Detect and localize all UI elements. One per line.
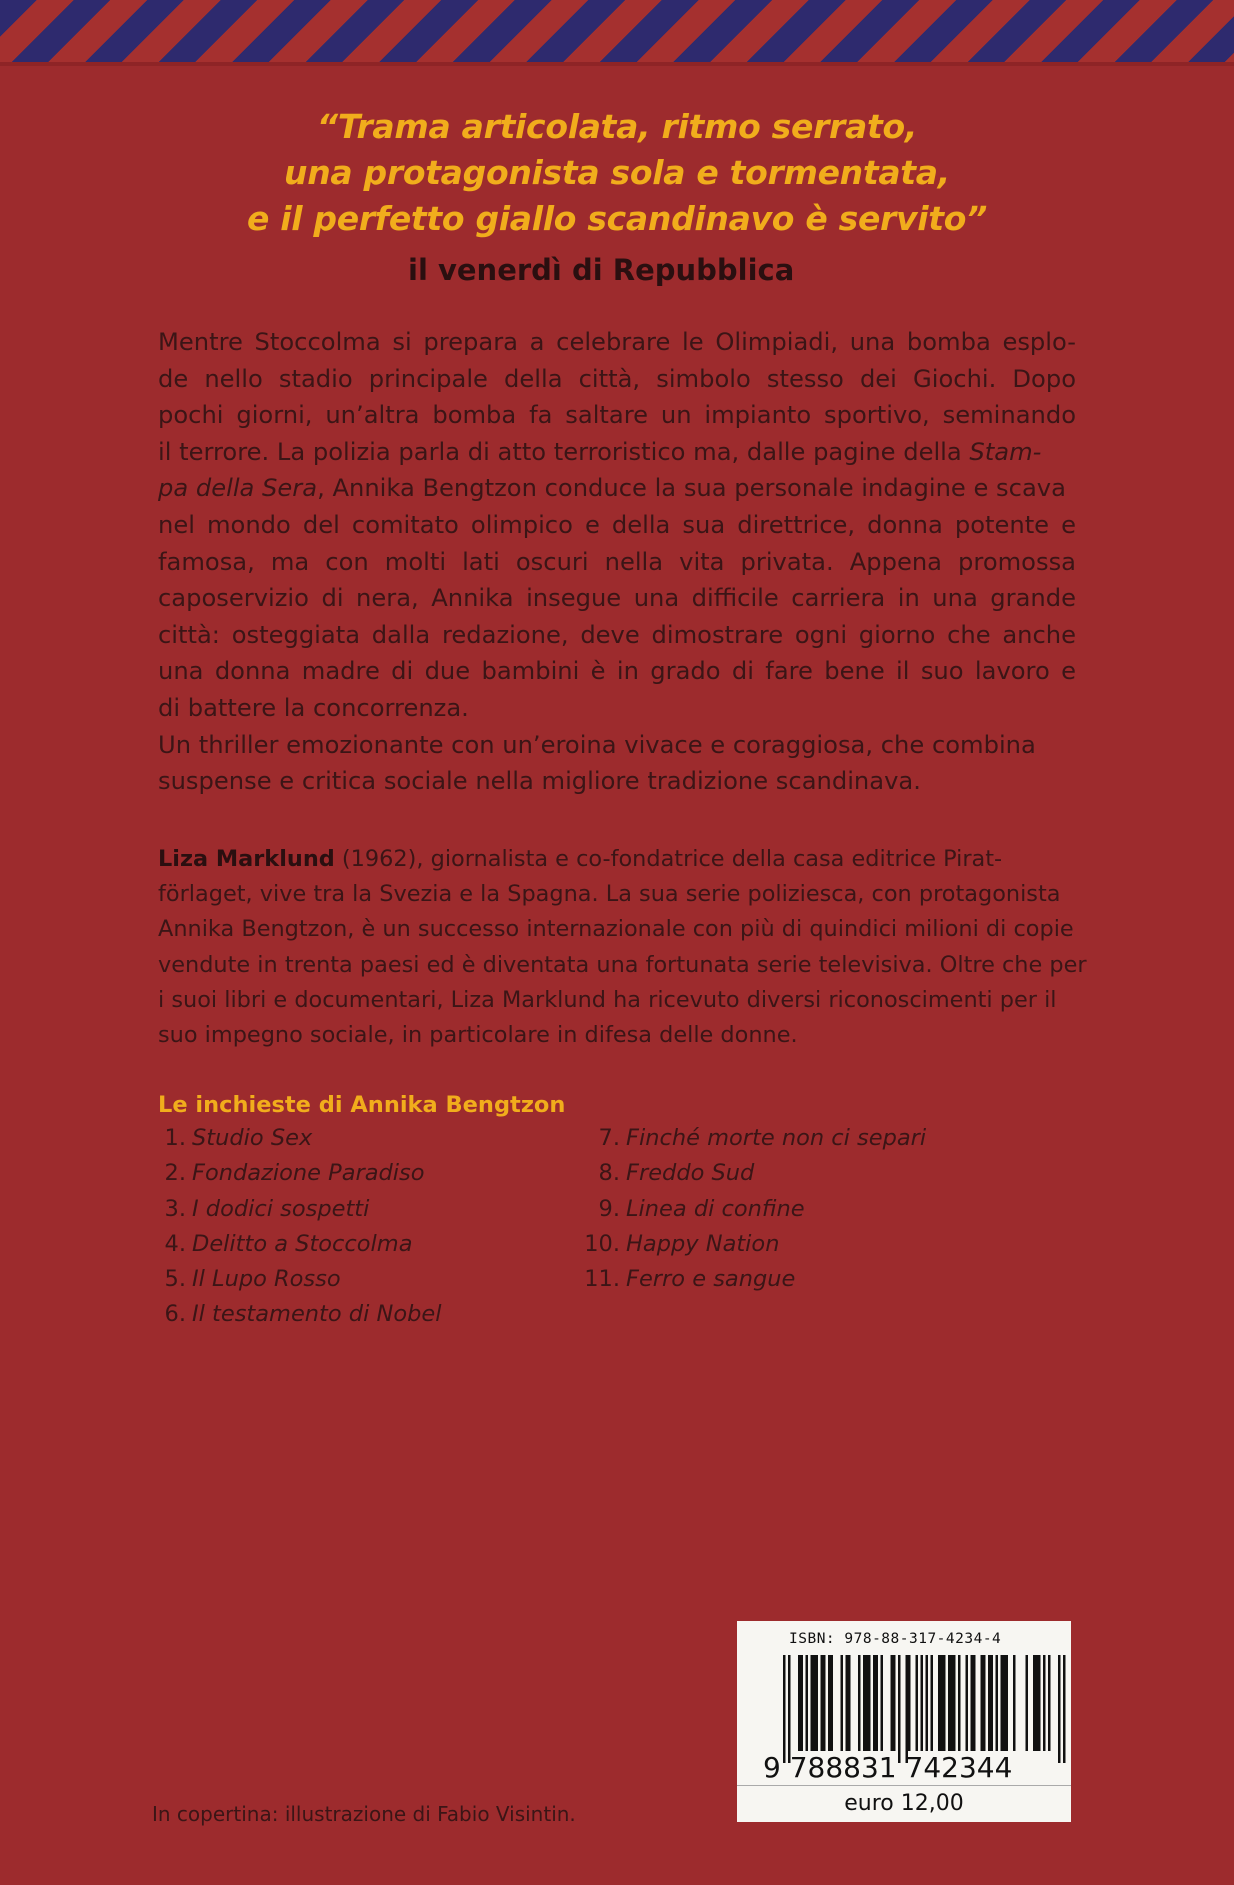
- synopsis-line-text: il terrore. La polizia parla di atto terroristico ma, dalle pagine della: [158, 437, 970, 466]
- book-number: 1.: [164, 1125, 186, 1151]
- book-list-item: [150, 1121, 570, 1156]
- book-number: 3.: [164, 1195, 186, 1222]
- barcode-bar: [996, 1655, 999, 1751]
- synopsis-paragraph: [158, 324, 1076, 800]
- quote-source: il venerdì di Repubblica: [408, 253, 795, 287]
- barcode-bar: [788, 1655, 791, 1763]
- review-quote: [150, 104, 1084, 242]
- bio-line: förlaget, vive tra la Svezia e la Spagna. La sua serie poliziesca, con protagonista: [158, 881, 1061, 908]
- barcode-bar: [906, 1655, 909, 1763]
- book-list-item: [150, 1156, 570, 1191]
- barcode-bar: [921, 1655, 924, 1751]
- synopsis-line: caposervizio di nera, Annika insegue una difficile carriera in una grande: [158, 584, 1076, 613]
- barcode-bar: [823, 1655, 826, 1751]
- series-heading: Le inchieste di Annika Bengtzon: [158, 1092, 566, 1118]
- barcode-bar: [831, 1655, 834, 1751]
- barcode-bar: [988, 1655, 991, 1751]
- bio-line-text: (1962), giornalista e co-fondatrice della casa editrice Pirat-: [334, 846, 1003, 872]
- book-list-item: [580, 1227, 1000, 1262]
- barcode-bar: [926, 1655, 929, 1751]
- author-name: Liza Marklund: [158, 846, 335, 872]
- barcode-bar: [1033, 1655, 1036, 1751]
- synopsis-line: pochi giorni, un’altra bomba fa saltare un impianto sportivo, seminando: [158, 401, 1076, 430]
- book-list-item: [580, 1121, 1000, 1156]
- barcode-bar: [1001, 1655, 1004, 1751]
- book-number: 2.: [164, 1160, 186, 1187]
- newspaper-title-part: Stam-: [969, 437, 1042, 466]
- barcode-bar: [881, 1655, 884, 1751]
- barcode-bar: [1038, 1655, 1041, 1751]
- synopsis-line: suspense e critica sociale nella migliore tradizione scandinava.: [158, 767, 921, 796]
- isbn-number: ISBN: 978-88-317-4234-4: [789, 1631, 1002, 1647]
- barcode-bar: [858, 1655, 861, 1751]
- synopsis-line: [158, 470, 1076, 507]
- book-number: 9.: [598, 1195, 620, 1222]
- book-title: I dodici sospetti: [192, 1195, 370, 1222]
- barcode-bar: [958, 1655, 961, 1751]
- book-list-item: [150, 1297, 570, 1332]
- barcode-bar: [866, 1655, 869, 1751]
- quote-source-row: [0, 252, 1234, 292]
- synopsis-line: [158, 434, 1076, 471]
- synopsis-line: Mentre Stoccolma si prepara a celebrare le Olimpiadi, una bomba esplo-: [158, 328, 1076, 356]
- barcode-bar: [863, 1655, 866, 1751]
- synopsis-line-text: , Annika Bengtzon conduce la sua personale indagine e scava: [317, 474, 1066, 503]
- book-list-item: [150, 1227, 570, 1262]
- barcode-bar: [893, 1655, 896, 1751]
- book-list-item: [150, 1262, 570, 1297]
- book-list-item: [580, 1192, 1000, 1227]
- bio-line: i suoi libri e documentari, Liza Marklund ha ricevuto diversi riconoscimenti per il: [158, 986, 1057, 1013]
- bio-line: vendute in trenta paesi ed è diventata una fortunata serie televisiva. Oltre che per: [158, 951, 1087, 978]
- barcode-bar: [908, 1655, 911, 1751]
- barcode-bar: [898, 1655, 901, 1763]
- quote-line: e il perfetto giallo scandinavo è servito”: [246, 199, 988, 238]
- bio-line: suo impegno sociale, in particolare in difesa delle donne.: [158, 1022, 798, 1049]
- barcode-bar: [971, 1655, 974, 1751]
- book-title: Delitto a Stoccolma: [192, 1230, 413, 1257]
- barcode-bar: [951, 1655, 954, 1751]
- book-list-column-1: [150, 1121, 570, 1333]
- author-bio: [158, 842, 1087, 1053]
- barcode-bar: [821, 1655, 824, 1751]
- synopsis-line: nel mondo del comitato olimpico e della sua direttrice, donna potente e: [158, 510, 1076, 539]
- book-list-column-2: [580, 1121, 1000, 1297]
- barcode-bar: [966, 1655, 969, 1751]
- book-title: Il Lupo Rosso: [192, 1266, 341, 1293]
- barcode-bar: [1063, 1655, 1066, 1763]
- book-title: Happy Nation: [626, 1230, 780, 1257]
- barcode-bar: [983, 1655, 986, 1751]
- quote-line: “Trama articolata, ritmo serrato,: [316, 107, 918, 146]
- book-title: Il testamento di Nobel: [192, 1301, 442, 1328]
- book-number: 11.: [584, 1266, 620, 1293]
- barcode-bar: [798, 1655, 801, 1751]
- newspaper-title-part: pa della Sera: [158, 474, 318, 503]
- barcode-bar: [916, 1655, 919, 1751]
- synopsis-line: famosa, ma con molti lati oscuri nella vita privata. Appena promossa: [158, 547, 1076, 576]
- barcode-bar: [848, 1655, 851, 1751]
- barcode-bar: [811, 1655, 814, 1751]
- barcode-bar: [1048, 1655, 1051, 1751]
- book-title: Studio Sex: [192, 1125, 313, 1151]
- barcode-bar: [931, 1655, 934, 1751]
- book-number: 6.: [164, 1301, 186, 1328]
- barcode-bar: [868, 1655, 871, 1751]
- barcode-bar: [973, 1655, 976, 1751]
- book-title: Fondazione Paradiso: [192, 1160, 425, 1187]
- book-number: 5.: [164, 1266, 186, 1293]
- book-title: Ferro e sangue: [626, 1266, 796, 1293]
- barcode-bar: [873, 1655, 876, 1751]
- barcode-bar: [801, 1655, 804, 1751]
- barcode-bar: [981, 1655, 984, 1751]
- price: euro 12,00: [844, 1791, 964, 1816]
- barcode-bar: [828, 1655, 831, 1751]
- book-title: Linea di confine: [626, 1195, 805, 1222]
- barcode-bar: [891, 1655, 894, 1751]
- synopsis-line: città: osteggiata dalla redazione, deve dimostrare ogni giorno che anche: [158, 620, 1076, 649]
- barcode-bar: [1003, 1655, 1006, 1751]
- barcode-bar: [1036, 1655, 1039, 1751]
- barcode-bar: [846, 1655, 849, 1751]
- synopsis-line: di battere la concorrenza.: [158, 693, 469, 722]
- barcode-bar: [948, 1655, 951, 1751]
- bio-line: Annika Bengtzon, è un successo internazionale con più di quindici milioni di copie: [158, 916, 1074, 943]
- barcode-bar: [991, 1655, 994, 1751]
- synopsis-line: una donna madre di due bambini è in grado di fare bene il suo lavoro e: [158, 657, 1076, 686]
- book-title: Finché morte non ci separi: [626, 1125, 927, 1151]
- book-number: 4.: [164, 1230, 186, 1257]
- barcode-bar: [953, 1655, 956, 1751]
- barcode-bar: [1043, 1655, 1046, 1751]
- barcode-bar: [841, 1655, 844, 1751]
- barcode-bar: [943, 1655, 946, 1751]
- barcode-bar: [1026, 1655, 1029, 1751]
- book-number: 7.: [598, 1125, 620, 1151]
- book-list-item: [580, 1156, 1000, 1191]
- barcode-bar: [783, 1655, 786, 1763]
- book-list-item: [580, 1262, 1000, 1297]
- book-number: 10.: [584, 1230, 620, 1257]
- synopsis-line: de nello stadio principale della città, simbolo stesso dei Giochi. Dopo: [158, 364, 1076, 393]
- book-list-item: [150, 1192, 570, 1227]
- barcode-bar: [806, 1655, 809, 1751]
- synopsis-line: Un thriller emozionante con un’eroina vivace e coraggiosa, che combina: [158, 730, 1036, 759]
- price-label: [737, 1785, 1071, 1822]
- quote-line: una protagonista sola e tormentata,: [284, 153, 950, 192]
- bio-line: [158, 842, 1076, 877]
- barcode-digits: 9 788831 742344: [763, 1751, 1013, 1784]
- barcode-bar: [1006, 1655, 1009, 1751]
- barcode-bar: [1058, 1655, 1061, 1763]
- book-number: 8.: [598, 1160, 620, 1187]
- barcode-bar: [876, 1655, 879, 1751]
- book-title: Freddo Sud: [626, 1160, 755, 1187]
- barcode-bar: [813, 1655, 816, 1751]
- barcode-bar: [941, 1655, 944, 1751]
- barcode-bar: [816, 1655, 819, 1751]
- barcode-bar: [1013, 1655, 1016, 1751]
- diagonal-stripe-band: [0, 0, 1234, 66]
- cover-credit: In copertina: illustrazione di Fabio Visintin.: [152, 1802, 576, 1826]
- barcode-bar: [938, 1655, 941, 1751]
